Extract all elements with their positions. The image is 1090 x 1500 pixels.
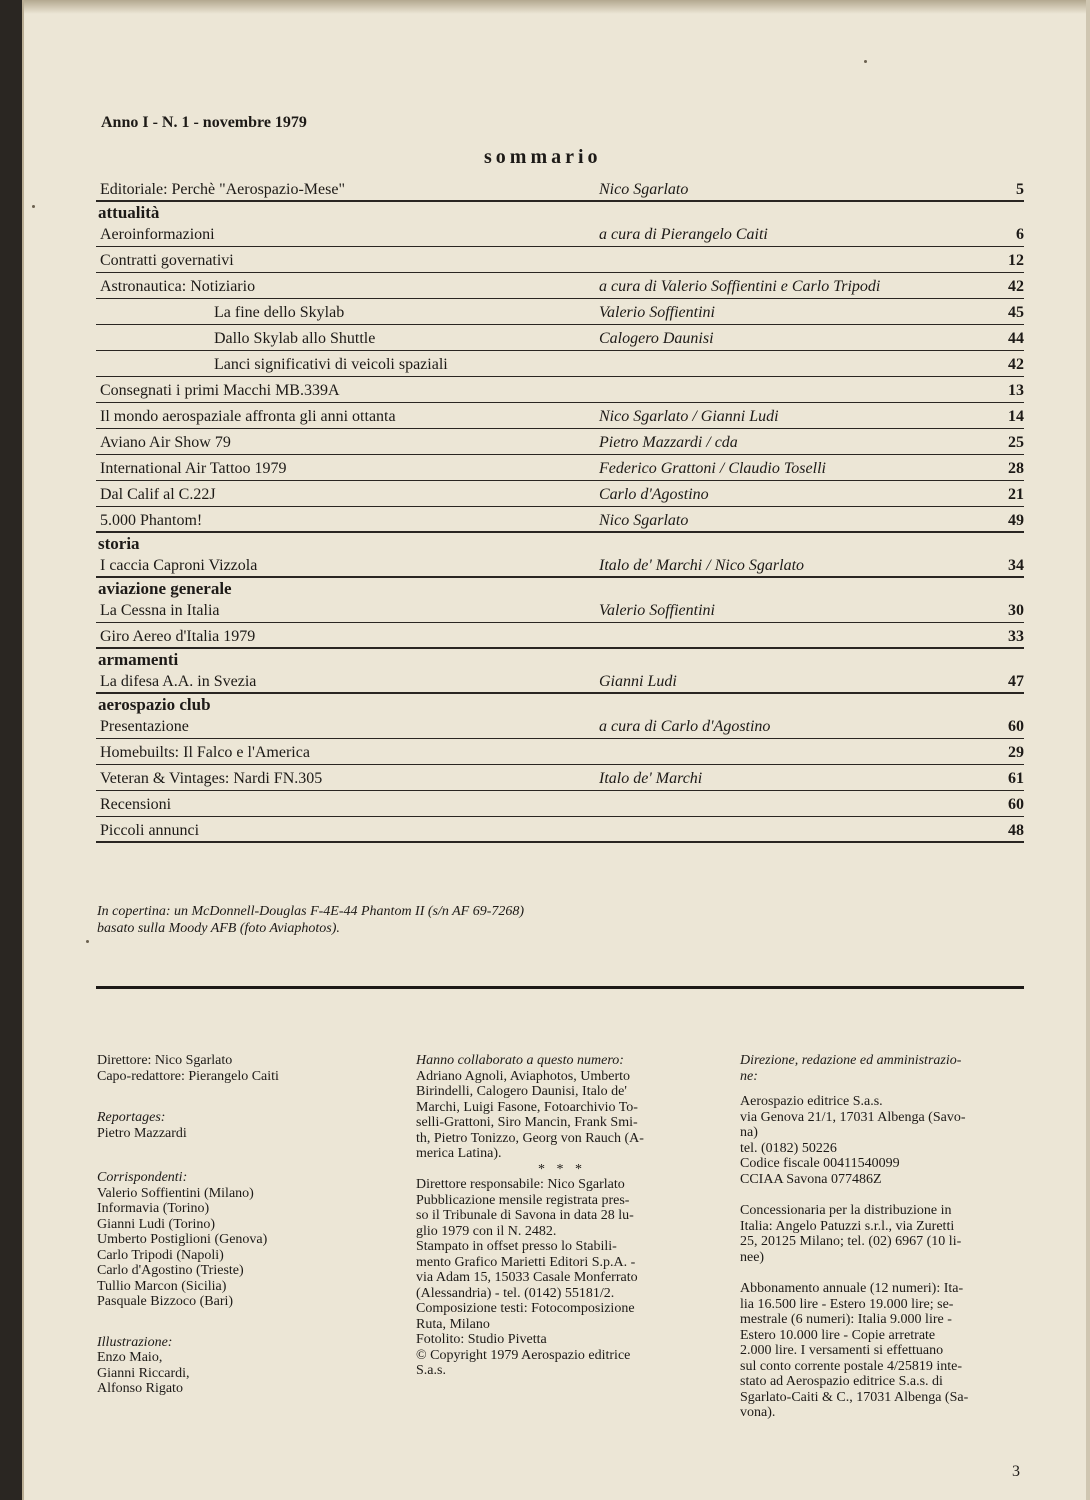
toc-page: 13 — [1008, 382, 1024, 399]
illustrator-line: Gianni Riccardi, — [97, 1365, 190, 1381]
toc-author: Italo de' Marchi / Nico Sgarlato — [599, 557, 805, 574]
toc-row — [96, 713, 1024, 739]
issue-line: Anno I - N. 1 - novembre 1979 — [101, 114, 307, 131]
toc-row — [96, 739, 1024, 765]
legal-line: © Copyright 1979 Aerospazio editrice — [416, 1347, 631, 1363]
collaborators-line: Marchi, Luigi Fasone, Fotoarchivio To- — [416, 1099, 638, 1115]
magazine-page — [22, 0, 1090, 1500]
toc-author: Gianni Ludi — [599, 673, 677, 690]
toc-row — [96, 351, 1024, 377]
distribution-line: 25, 20125 Milano; tel. (02) 6967 (10 li- — [740, 1234, 962, 1249]
collaborators-line: Adriano Agnoli, Aviaphotos, Umberto — [416, 1068, 630, 1084]
toc-author: Carlo d'Agostino — [599, 486, 709, 503]
correspondent-line: Informavia (Torino) — [97, 1201, 210, 1216]
section-divider — [96, 986, 1024, 989]
toc-page: 33 — [1008, 628, 1024, 645]
correspondents-label: Corrispondenti: — [97, 1170, 188, 1185]
legal-line: S.a.s. — [416, 1363, 446, 1378]
legal-line: so il Tribunale di Savona in data 28 lu- — [416, 1208, 634, 1223]
legal-line: mento Grafico Marietti Editori S.p.A. - — [416, 1254, 636, 1270]
collaborators-line: merica Latina). — [416, 1146, 502, 1161]
correspondent-line: Umberto Postiglioni (Genova) — [97, 1232, 268, 1247]
contents-heading: sommario — [484, 146, 602, 168]
distribution-line: Concessionaria per la distribuzione in — [740, 1203, 952, 1218]
toc-section-attualita: attualità — [98, 203, 160, 222]
toc-page: 60 — [1008, 796, 1024, 813]
page-number: 3 — [1012, 1463, 1020, 1480]
legal-line: Fotolito: Studio Pivetta — [416, 1332, 547, 1347]
toc-row — [96, 455, 1024, 481]
illustrators-list — [97, 1350, 387, 1397]
cover-caption-line: basato sulla Moody AFB (foto Aviaphotos). — [97, 921, 340, 936]
chief-editor-line: Capo-redattore: Pierangelo Caiti — [97, 1068, 279, 1084]
legal-line: Pubblicazione mensile registrata pres- — [416, 1192, 630, 1208]
toc-section-club: aerospazio club — [98, 695, 211, 714]
toc-title: La fine dello Skylab — [214, 304, 345, 321]
toc-section-storia: storia — [98, 534, 140, 553]
toc-row — [96, 817, 1024, 843]
subscription-line: lia 16.500 lire - Estero 19.000 lire; se- — [740, 1296, 954, 1312]
toc-row-editorial — [96, 176, 1024, 202]
toc-page: 30 — [1008, 602, 1024, 619]
toc-row — [96, 623, 1024, 649]
toc-page: 25 — [1008, 434, 1024, 451]
legal-line: Ruta, Milano — [416, 1316, 490, 1332]
toc-title: La difesa A.A. in Svezia — [100, 673, 257, 690]
correspondent-line: Pasquale Bizzoco (Bari) — [97, 1294, 234, 1309]
legal-text — [416, 1177, 708, 1379]
toc-page: 34 — [1008, 557, 1024, 574]
subscription-line: Abbonamento annuale (12 numeri): Ita- — [740, 1281, 964, 1296]
collaborators-label: Hanno collaborato a questo numero: — [416, 1053, 624, 1068]
toc-title: Aviano Air Show 79 — [100, 434, 231, 451]
credits-column — [97, 1053, 387, 1397]
subscription-line: stato ad Aerospazio editrice S.a.s. di — [740, 1374, 943, 1389]
toc-title: Dallo Skylab allo Shuttle — [214, 330, 376, 347]
correspondent-line: Tullio Marcon (Sicilia) — [97, 1278, 227, 1294]
subscription-line: Estero 10.000 lire - Copie arretrate — [740, 1327, 936, 1343]
address-line: CCIAA Savona 077486Z — [740, 1171, 882, 1187]
toc-section-armamenti: armamenti — [98, 650, 179, 669]
toc-author: Federico Grattoni / Claudio Toselli — [599, 460, 826, 477]
toc-row — [96, 403, 1024, 429]
subscription-text — [740, 1281, 1025, 1421]
toc-author: a cura di Valerio Soffientini e Carlo Tripodi — [599, 278, 881, 295]
toc-row — [96, 765, 1024, 791]
toc-row — [96, 273, 1024, 299]
toc-row — [96, 377, 1024, 403]
address-line: Codice fiscale 00411540099 — [740, 1156, 900, 1171]
table-of-contents — [96, 176, 1024, 843]
legal-line: Direttore responsabile: Nico Sgarlato — [416, 1177, 625, 1192]
toc-row — [96, 481, 1024, 507]
toc-row — [96, 325, 1024, 351]
page-right-edge — [1086, 0, 1090, 1500]
toc-row — [96, 247, 1024, 273]
director-line: Direttore: Nico Sgarlato — [97, 1053, 233, 1068]
cover-caption — [97, 903, 697, 937]
address-line: na) — [740, 1125, 758, 1140]
distribution-line: Italia: Angelo Patuzzi s.r.l., via Zuretti — [740, 1218, 955, 1234]
subscription-line: Sgarlato-Caiti & C., 17031 Albenga (Sa- — [740, 1389, 969, 1405]
subscription-line: 2.000 lire. I versamenti si effettuano — [740, 1343, 944, 1358]
toc-section-aviazione: aviazione generale — [98, 579, 232, 598]
toc-title: Presentazione — [100, 718, 189, 735]
toc-author: Italo de' Marchi — [599, 770, 703, 787]
legal-line: Stampato in offset presso lo Stabili- — [416, 1239, 617, 1254]
toc-title: Piccoli annunci — [100, 822, 200, 839]
toc-title: International Air Tattoo 1979 — [100, 460, 287, 477]
toc-row — [96, 429, 1024, 455]
toc-author: a cura di Carlo d'Agostino — [599, 718, 771, 735]
correspondents-list — [97, 1186, 387, 1310]
address-line: via Genova 21/1, 17031 Albenga (Savo- — [740, 1109, 966, 1125]
publisher-column — [740, 1053, 1025, 1421]
publisher-label-line: Direzione, redazione ed amministrazio- — [740, 1053, 962, 1068]
collaborators-line: Birindelli, Calogero Daunisi, Italo de' — [416, 1084, 627, 1099]
toc-title: Editoriale: Perchè "Aerospazio-Mese" — [100, 181, 345, 198]
collaborators-line: th, Pietro Tonizzo, Georg von Rauch (A- — [416, 1130, 644, 1146]
publisher-label-line: ne: — [740, 1068, 758, 1084]
paper-speck — [32, 205, 35, 208]
legal-line: via Adam 15, 15033 Casale Monferrato — [416, 1270, 638, 1285]
collaborators-text — [416, 1069, 708, 1162]
toc-page: 60 — [1008, 718, 1024, 735]
subscription-line: sul conto corrente postale 4/25819 inte- — [740, 1358, 962, 1374]
toc-title: Contratti governativi — [100, 252, 234, 269]
toc-title: 5.000 Phantom! — [100, 512, 203, 529]
distribution-line: nee) — [740, 1249, 765, 1265]
subscription-line: vona). — [740, 1405, 776, 1420]
toc-page: 48 — [1008, 822, 1024, 839]
toc-author: Nico Sgarlato / Gianni Ludi — [599, 408, 779, 425]
toc-page: 42 — [1008, 278, 1024, 295]
illustrator-line: Enzo Maio, — [97, 1350, 163, 1365]
reportages-label: Reportages: — [97, 1110, 166, 1125]
toc-page: 61 — [1008, 770, 1024, 787]
toc-page: 5 — [1016, 181, 1024, 198]
toc-page: 44 — [1008, 330, 1024, 347]
toc-page: 28 — [1008, 460, 1024, 477]
toc-row — [96, 791, 1024, 817]
toc-title: Dal Calif al C.22J — [100, 486, 216, 503]
reportages-name: Pietro Mazzardi — [97, 1125, 187, 1141]
toc-row — [96, 597, 1024, 623]
illustration-label: Illustrazione: — [97, 1334, 173, 1350]
paper-speck — [864, 60, 867, 63]
correspondent-line: Gianni Ludi (Torino) — [97, 1216, 215, 1232]
subscription-line: mestrale (6 numeri): Italia 9.000 lire - — [740, 1312, 952, 1327]
toc-title: Aeroinformazioni — [100, 226, 215, 243]
publisher-address — [740, 1094, 1025, 1187]
toc-page: 42 — [1008, 356, 1024, 373]
toc-title: I caccia Caproni Vizzola — [100, 557, 258, 574]
toc-title: Recensioni — [100, 796, 172, 813]
toc-title: Giro Aereo d'Italia 1979 — [100, 628, 256, 645]
toc-page: 12 — [1008, 252, 1024, 269]
toc-page: 29 — [1008, 744, 1024, 761]
separator-stars: * * * — [538, 1161, 586, 1177]
toc-author: Valerio Soffientini — [599, 304, 715, 321]
address-line: Aerospazio editrice S.a.s. — [740, 1094, 883, 1109]
toc-row — [96, 552, 1024, 578]
page-top-shadow — [24, 0, 1090, 14]
legal-line: Composizione testi: Fotocomposizione — [416, 1301, 635, 1316]
correspondent-line: Valerio Soffientini (Milano) — [97, 1185, 254, 1201]
toc-author: Nico Sgarlato — [599, 512, 689, 529]
correspondent-line: Carlo d'Agostino (Trieste) — [97, 1263, 244, 1278]
toc-title: Consegnati i primi Macchi MB.339A — [100, 382, 340, 399]
toc-title: Homebuilts: Il Falco e l'America — [100, 744, 310, 761]
toc-title: Il mondo aerospaziale affronta gli anni ottanta — [100, 408, 396, 425]
legal-line: (Alessandria) - tel. (0142) 55181/2. — [416, 1285, 615, 1301]
correspondent-line: Carlo Tripodi (Napoli) — [97, 1247, 224, 1263]
toc-row — [96, 221, 1024, 247]
illustrator-line: Alfonso Rigato — [97, 1381, 183, 1396]
legal-line: glio 1979 con il N. 2482. — [416, 1223, 557, 1239]
toc-author: Valerio Soffientini — [599, 602, 715, 619]
collaborators-column — [416, 1053, 708, 1379]
paper-speck — [86, 940, 89, 943]
address-line: tel. (0182) 50226 — [740, 1140, 837, 1156]
toc-title: La Cessna in Italia — [100, 602, 220, 619]
toc-title: Lanci significativi di veicoli spaziali — [214, 356, 448, 373]
toc-row — [96, 299, 1024, 325]
cover-caption-line: In copertina: un McDonnell-Douglas F-4E-44 Phantom II (s/n AF 69-7268) — [97, 904, 525, 919]
toc-author: Calogero Daunisi — [599, 330, 714, 347]
publisher-label — [740, 1053, 1025, 1084]
toc-page: 6 — [1016, 226, 1024, 243]
toc-author: Pietro Mazzardi / cda — [599, 434, 738, 451]
toc-page: 21 — [1008, 486, 1024, 503]
toc-title: Astronautica: Notiziario — [100, 278, 256, 295]
distribution-text — [740, 1203, 1025, 1265]
toc-author: a cura di Pierangelo Caiti — [599, 226, 768, 243]
collaborators-line: selli-Grattoni, Siro Mancin, Frank Smi- — [416, 1115, 638, 1130]
toc-page: 45 — [1008, 304, 1024, 321]
toc-row — [96, 668, 1024, 694]
toc-author: Nico Sgarlato — [599, 181, 689, 198]
toc-title: Veteran & Vintages: Nardi FN.305 — [100, 770, 323, 787]
toc-page: 14 — [1008, 408, 1024, 425]
toc-page: 49 — [1008, 512, 1024, 529]
toc-page: 47 — [1008, 673, 1024, 690]
toc-row — [96, 507, 1024, 533]
